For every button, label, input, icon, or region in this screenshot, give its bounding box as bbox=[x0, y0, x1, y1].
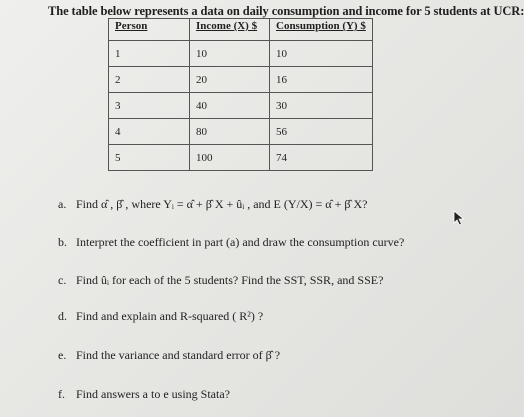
cell-consumption: 16 bbox=[270, 67, 373, 93]
question-letter: c. bbox=[58, 273, 67, 287]
table-row bbox=[109, 67, 373, 93]
cell-income: 80 bbox=[190, 119, 270, 145]
question-a bbox=[58, 197, 367, 212]
question-text: Find ûᵢ for each of the 5 students? Find the SST, SSR, and SSE? bbox=[76, 273, 384, 287]
table-row bbox=[109, 119, 373, 145]
cell-income: 100 bbox=[190, 145, 270, 171]
header-income: Income (X) $ bbox=[190, 19, 270, 41]
cell-consumption: 10 bbox=[270, 41, 373, 67]
cell-person: 2 bbox=[109, 67, 190, 93]
question-b bbox=[58, 235, 404, 250]
cell-consumption: 30 bbox=[270, 93, 373, 119]
intro-text: The table below represents a data on daily consumption and income for 5 students at UCR: bbox=[48, 4, 524, 18]
cell-consumption: 56 bbox=[270, 119, 373, 145]
cell-person: 5 bbox=[109, 145, 190, 171]
data-table bbox=[108, 18, 373, 171]
question-letter: a. bbox=[58, 197, 67, 211]
table-row bbox=[109, 41, 373, 67]
question-text: Find α̂ , β̂ , where Yᵢ = α̂ + β̂ X + ûᵢ , and E (Y/X) = α̂ + β̂ X? bbox=[76, 197, 368, 211]
question-text: Find answers a to e using Stata? bbox=[76, 387, 230, 401]
question-letter: b. bbox=[58, 235, 67, 249]
table-header-row bbox=[109, 19, 373, 41]
mouse-cursor-icon bbox=[453, 210, 465, 226]
cell-person: 4 bbox=[109, 119, 190, 145]
question-letter: d. bbox=[58, 309, 67, 323]
question-e bbox=[58, 348, 280, 363]
question-f bbox=[58, 387, 230, 402]
table-row bbox=[109, 145, 373, 171]
question-text: Interpret the coefficient in part (a) and draw the consumption curve? bbox=[76, 235, 405, 249]
question-text: Find the variance and standard error of β̂ ? bbox=[76, 348, 281, 362]
question-text: Find and explain and R-squared ( R²) ? bbox=[76, 309, 264, 323]
cell-income: 20 bbox=[190, 67, 270, 93]
table-row bbox=[109, 93, 373, 119]
header-consumption: Consumption (Y) $ bbox=[270, 19, 373, 41]
cell-person: 3 bbox=[109, 93, 190, 119]
cell-income: 40 bbox=[190, 93, 270, 119]
question-letter: e. bbox=[58, 348, 67, 362]
cell-income: 10 bbox=[190, 41, 270, 67]
cell-consumption: 74 bbox=[270, 145, 373, 171]
question-c bbox=[58, 273, 383, 288]
question-letter: f. bbox=[58, 387, 65, 401]
cell-person: 1 bbox=[109, 41, 190, 67]
header-person: Person bbox=[109, 19, 190, 41]
question-d bbox=[58, 309, 263, 324]
